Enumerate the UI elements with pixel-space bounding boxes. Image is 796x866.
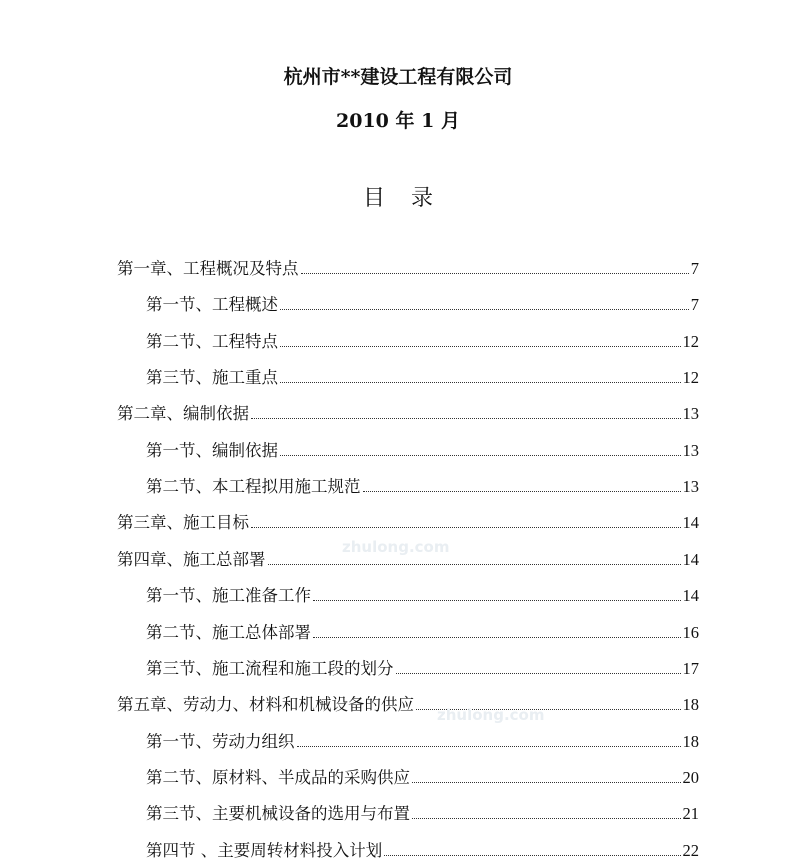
watermark-site: zhulong.com (437, 706, 545, 724)
dot-leader (396, 673, 681, 674)
dot-leader (268, 564, 681, 565)
toc-entry-label: 第二章、编制依据 (117, 404, 249, 423)
toc-title: 目录 (362, 186, 459, 211)
dot-leader (313, 600, 681, 601)
toc-entry-label: 第五章、劳动力、材料和机械设备的供应 (117, 695, 414, 714)
dot-leader (412, 782, 681, 783)
dot-leader (301, 273, 689, 274)
toc-section-entry[interactable] (146, 472, 699, 498)
toc-entry-label: 第一节、劳动力组织 (146, 732, 295, 751)
dot-leader (280, 346, 681, 347)
toc-chapter-entry[interactable] (117, 508, 699, 534)
dot-leader (297, 746, 681, 747)
toc-section-entry[interactable] (146, 654, 699, 680)
toc-page-number: 12 (682, 332, 699, 351)
toc-entry-label: 第一节、工程概述 (146, 295, 278, 314)
toc-page-number: 14 (682, 513, 699, 532)
toc-entry-label: 第三节、主要机械设备的选用与布置 (146, 804, 410, 823)
dot-leader (384, 855, 680, 856)
dot-leader (280, 382, 681, 383)
toc-page-number: 7 (690, 295, 699, 314)
toc-entry-label: 第三节、施工重点 (146, 368, 278, 387)
toc-entry-label: 第四章、施工总部署 (117, 550, 266, 569)
toc-section-entry[interactable] (146, 363, 699, 389)
toc-section-entry[interactable] (146, 763, 699, 789)
watermark-site: zhulong.com (342, 538, 450, 556)
toc-section-entry[interactable] (146, 618, 699, 644)
toc-page-number: 13 (682, 404, 699, 423)
toc-page-number: 13 (682, 441, 699, 460)
dot-leader (412, 818, 681, 819)
company-name: 杭州市**建设工程有限公司 (283, 66, 513, 88)
toc-entry-label: 第二节、工程特点 (146, 332, 278, 351)
dot-leader (416, 709, 681, 710)
dot-leader (280, 309, 689, 310)
toc-page-number: 14 (682, 550, 699, 569)
toc-section-entry[interactable] (146, 290, 699, 316)
dot-leader (313, 637, 681, 638)
toc-section-entry[interactable] (146, 581, 699, 607)
toc-entry-label: 第一节、施工准备工作 (146, 586, 311, 605)
toc-page-number: 18 (682, 732, 699, 751)
toc-page-number: 17 (682, 659, 699, 678)
toc-chapter-entry[interactable] (117, 545, 699, 571)
toc-section-entry[interactable] (146, 727, 699, 753)
toc-entry-label: 第三节、施工流程和施工段的划分 (146, 659, 394, 678)
toc-entry-label: 第一章、工程概况及特点 (117, 259, 299, 278)
toc-page-number: 16 (682, 623, 699, 642)
toc-entry-label: 第二节、原材料、半成品的采购供应 (146, 768, 410, 787)
toc-entry-label: 第二节、施工总体部署 (146, 623, 311, 642)
toc-section-entry[interactable] (146, 327, 699, 353)
toc-section-entry[interactable] (146, 436, 699, 462)
toc-page-number: 12 (682, 368, 699, 387)
dot-leader (280, 455, 681, 456)
toc-page-number: 7 (690, 259, 699, 278)
toc-chapter-entry[interactable] (117, 254, 699, 280)
toc-entry-label: 第四节 、主要周转材料投入计划 (146, 841, 383, 860)
toc-page-number: 18 (682, 695, 699, 714)
toc-entry-label: 第三章、施工目标 (117, 513, 249, 532)
toc-page-number: 20 (682, 768, 699, 787)
toc-page-number: 21 (682, 804, 699, 823)
dot-leader (363, 491, 681, 492)
toc-chapter-entry[interactable] (117, 690, 699, 716)
toc-page-number: 14 (682, 586, 699, 605)
toc-page-number: 13 (682, 477, 699, 496)
toc-entry-label: 第一节、编制依据 (146, 441, 278, 460)
toc-entry-label: 第二节、本工程拟用施工规范 (146, 477, 361, 496)
dot-leader (251, 527, 681, 528)
toc-section-entry[interactable] (146, 799, 699, 825)
toc-chapter-entry[interactable] (117, 399, 699, 425)
toc-page-number: 22 (682, 841, 699, 860)
dot-leader (251, 418, 681, 419)
toc-section-entry[interactable] (146, 836, 699, 862)
document-date: 2010 年 1 月 (336, 110, 460, 132)
